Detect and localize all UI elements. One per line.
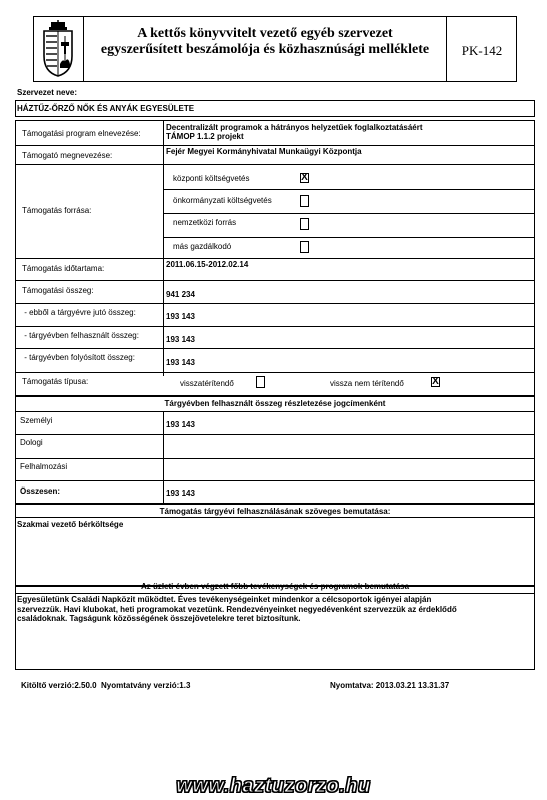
program-name-value-2: TÁMOP 1.1.2 projekt [166, 132, 244, 141]
type-refundable-label: visszatérítendő [180, 379, 234, 388]
year-share-label: - ebből a tárgyévre jutó összeg: [22, 308, 136, 317]
org-name-value: HÁZTŰZ-ŐRZŐ NŐK ÉS ANYÁK EGYESÜLETE [17, 104, 195, 113]
breakdown-table [15, 396, 535, 504]
grant-table-col-divider [163, 120, 164, 376]
activities-line-3: családoknak. Tagságunk közösségének összejövetelekre teret biztosítunk. [17, 614, 301, 623]
type-nonrefundable-checkbox[interactable]: X [432, 376, 439, 387]
activities-line-1: Egyesületünk Családi Napközit működtet. Éves tevékenységeinket mindenkor a célcsoportok igényei alapján [17, 595, 432, 604]
row-divider [15, 326, 535, 327]
row-divider [15, 145, 535, 146]
program-name-value-1: Decentralizált programok a hátrányos helyzetűek foglalkoztatásáért [166, 123, 423, 132]
footer-versions: Kitöltő verzió:2.50.0 Nyomtatvány verzió:1.3 [21, 681, 191, 690]
activities-line-2: szervezzük. Havi klubokat, heti programokat vezetünk. Rendezvényeinket negyedévenként szervezzük az érdeklődő [17, 605, 457, 614]
source-other-checkbox[interactable] [300, 241, 309, 253]
org-name-label: Szervezet neve: [17, 88, 78, 97]
program-name-label: Támogatási program elnevezése: [22, 129, 141, 138]
supporter-value: Fejér Megyei Kormányhivatal Munkaügyi Központja [166, 147, 362, 156]
row-divider [15, 458, 535, 459]
duration-value: 2011.06.15-2012.02.14 [166, 260, 249, 269]
amount-label: Támogatási összeg: [22, 286, 94, 295]
used-value: 193 143 [166, 335, 195, 344]
row-divider [15, 480, 535, 481]
row-divider [15, 517, 535, 518]
row-divider [15, 593, 535, 594]
breakdown-total-label: Összesen: [20, 487, 61, 496]
row-divider [15, 411, 535, 412]
source-other-label: más gazdálkodó [173, 242, 232, 251]
year-share-value: 193 143 [166, 312, 195, 321]
usage-heading: Támogatás tárgyévi felhasználásának szöveges bemutatása: [159, 507, 391, 516]
source-central-checkbox[interactable]: X [301, 172, 308, 183]
row-divider [163, 213, 535, 214]
breakdown-personal-value: 193 143 [166, 420, 195, 429]
footer-printed: Nyomtatva: 2013.03.21 13.31.37 [330, 681, 450, 690]
breakdown-material-label: Dologi [20, 438, 43, 447]
source-international-checkbox[interactable] [300, 218, 309, 230]
breakdown-heading: Tárgyévben felhasznált összeg részletezése jogcímenként [164, 399, 386, 408]
used-label: - tárgyévben felhasznált összeg: [22, 331, 139, 340]
row-divider [15, 280, 535, 281]
website-watermark: www.haztuzorzo.hu [176, 775, 371, 797]
type-label: Támogatás típusa: [22, 377, 89, 386]
type-nonrefundable-label: vissza nem térítendő [330, 379, 404, 388]
source-municipal-checkbox[interactable] [300, 195, 309, 207]
row-divider [15, 164, 535, 165]
paid-value: 193 143 [166, 358, 195, 367]
activities-heading: Az üzleti évben végzett főbb tevékenységek és programok bemutatása [140, 582, 410, 591]
breakdown-total-value: 193 143 [166, 489, 195, 498]
paid-label: - tárgyévben folyósított összeg: [22, 353, 135, 362]
row-divider [15, 303, 535, 304]
type-refundable-checkbox[interactable] [256, 376, 265, 388]
amount-value: 941 234 [166, 290, 195, 299]
source-municipal-label: önkormányzati költségvetés [173, 196, 272, 205]
source-central-label: központi költségvetés [173, 174, 250, 183]
source-label: Támogatás forrása: [22, 206, 92, 215]
row-divider [15, 258, 535, 259]
breakdown-capital-label: Felhalmozási [20, 462, 68, 471]
form-code: PK-142 [461, 43, 503, 58]
page-title-line1: A kettős könyvvitelt vezető egyéb szervezet [137, 26, 393, 41]
duration-label: Támogatás időtartama: [22, 264, 105, 273]
supporter-label: Támogató megnevezése: [22, 151, 113, 160]
row-divider [15, 348, 535, 349]
row-divider [15, 372, 535, 373]
page-title-line2: egyszerűsített beszámolója és közhasznúsági melléklete [100, 42, 430, 57]
breakdown-personal-label: Személyi [20, 416, 53, 425]
row-divider [163, 189, 535, 190]
usage-text: Szakmai vezető bérköltsége [17, 520, 124, 529]
source-international-label: nemzetközi forrás [173, 218, 237, 227]
row-divider [163, 237, 535, 238]
coat-of-arms-icon [40, 20, 76, 78]
row-divider [15, 434, 535, 435]
